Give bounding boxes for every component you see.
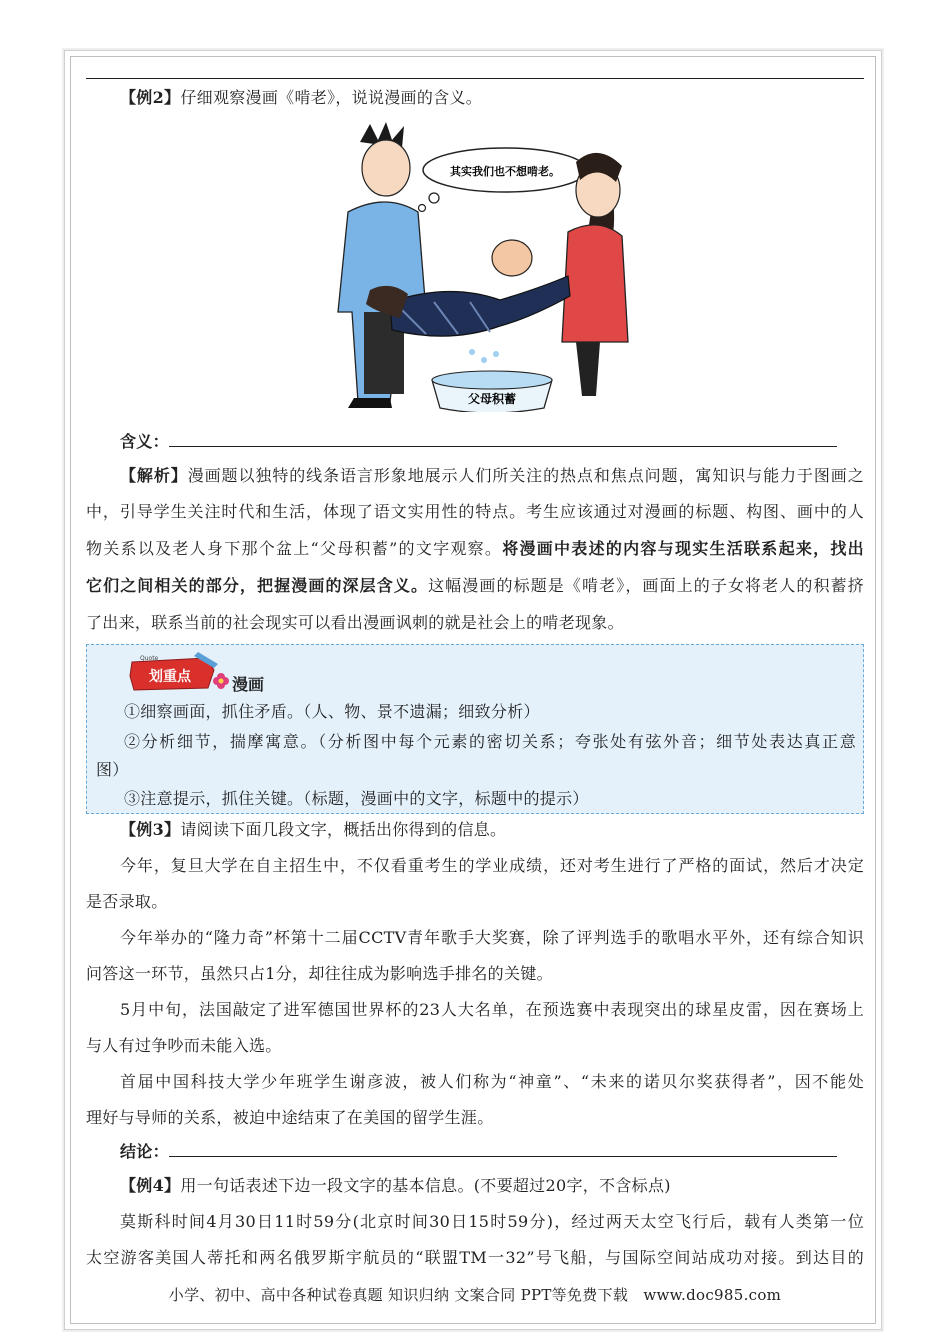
analysis-bold-3: 将漫画中表述的内容与现实生活联系起来，找出 xyxy=(502,539,864,558)
analysis-text-1: 漫画题以独特的线条语言形象地展示人们所关注的热点和焦点问题，寓知识与能力于图画之 xyxy=(187,466,864,485)
flower-icon xyxy=(212,672,230,690)
conclusion-blank[interactable] xyxy=(169,1142,837,1157)
conclusion-label: 结论： xyxy=(120,1142,169,1161)
header-rule xyxy=(86,78,864,79)
analysis-line-4 xyxy=(86,576,864,596)
example3-heading xyxy=(120,820,864,840)
footer-text: 小学、初中、高中各种试卷真题 知识归纳 文案合同 PPT等免费下载 xyxy=(168,1286,629,1304)
example3-p1-line1: 今年，复旦大学在自主招生中，不仅看重考生的学业成绩，还对考生进行了严格的面试，然后才决定 xyxy=(120,856,864,875)
analysis-line-3 xyxy=(86,539,864,559)
example3-p4-line2: 理好与导师的关系，被迫中途结束了在美国的留学生涯。 xyxy=(86,1108,494,1127)
example4-label: 【例4】 xyxy=(120,1176,181,1195)
key-point-3: ③注意提示，抓住关键。（标题，漫画中的文字，标题中的提示） xyxy=(124,789,589,808)
key-point-2: ②分析细节，揣摩寓意。（分析图中每个元素的密切关系；夸张处有弦外音；细节处表达真正意 xyxy=(124,732,856,751)
cartoon-kenlao xyxy=(330,112,632,412)
example3-p2-line1: 今年举办的“隆力奇”杯第十二届CCTV青年歌手大奖赛，除了评判选手的歌唱水平外，还有综合知识 xyxy=(120,928,864,947)
key-point-1: ①细察画面，抓住矛盾。（人、物、景不遗漏；细致分析） xyxy=(124,702,540,721)
page-footer xyxy=(86,1284,864,1305)
conclusion-answer-line xyxy=(120,1142,864,1162)
example4-p1-line1: 莫斯科时间4月30日11时59分(北京时间30日15时59分)，经过两天太空飞行后，载有人类第一位 xyxy=(120,1212,864,1231)
analysis-bold-4: 它们之间相关的部分，把握漫画的深层含义。 xyxy=(86,576,429,595)
speech-bubble-text: 其实我们也不想啃老。 xyxy=(450,165,560,178)
key-point-2-cont: 图） xyxy=(96,760,129,779)
key-points-title: 漫画 xyxy=(232,675,265,694)
analysis-label: 【解析】 xyxy=(120,466,188,485)
example3-p2-line2: 问答这一环节，虽然只占1分，却往往成为影响选手排名的关键。 xyxy=(86,964,553,983)
example2-label: 【例2】 xyxy=(120,88,181,107)
example2-prompt: 仔细观察漫画《啃老》，说说漫画的含义。 xyxy=(180,88,483,107)
example3-prompt: 请阅读下面几段文字，概括出你得到的信息。 xyxy=(180,820,507,839)
analysis-line-5: 了出来，联系当前的社会现实可以看出漫画讽刺的就是社会上的啃老现象。 xyxy=(86,613,624,632)
meaning-answer-line xyxy=(120,432,864,452)
example2-heading xyxy=(120,88,864,108)
example3-p1-line2: 是否录取。 xyxy=(86,892,168,911)
example3-p3-line1: 5月中旬，法国敲定了进军德国世界杯的23人大名单，在预选赛中表现突出的球星皮雷，因在赛场上 xyxy=(120,1000,864,1019)
key-points-badge xyxy=(128,650,220,694)
meaning-label: 含义： xyxy=(120,432,169,451)
example3-p4-line1: 首届中国科技大学少年班学生谢彦波，被人们称为“神童”、“未来的诺贝尔奖获得者”，因不能处 xyxy=(120,1072,864,1091)
meaning-blank[interactable] xyxy=(169,432,837,447)
example4-prompt: 用一句话表述下边一段文字的基本信息。(不要超过20字，不含标点) xyxy=(180,1176,671,1195)
example4-p1-line2: 太空游客美国人蒂托和两名俄罗斯宇航员的“联盟TM一32”号飞船，与国际空间站成功对接。到达目的 xyxy=(86,1248,864,1267)
badge-small-text: Quote xyxy=(140,655,159,662)
analysis-line-1 xyxy=(120,466,864,486)
badge-text: 划重点 xyxy=(149,669,191,685)
analysis-text-4: 这幅漫画的标题是《啃老》，画面上的子女将老人的积蓄挤 xyxy=(428,576,864,595)
example4-heading xyxy=(120,1176,864,1196)
basin-label: 父母积蓄 xyxy=(467,392,517,406)
footer-url[interactable]: www.doc985.com xyxy=(643,1286,782,1304)
analysis-line-2: 中，引导学生关注时代和生活，体现了语文实用性的特点。考生应该通过对漫画的标题、构图、画中的人 xyxy=(86,502,864,521)
example3-label: 【例3】 xyxy=(120,820,181,839)
example3-p3-line2: 与人有过争吵而未能入选。 xyxy=(86,1036,282,1055)
analysis-text-3: 物关系以及老人身下那个盆上“父母积蓄”的文字观察。 xyxy=(86,539,503,558)
